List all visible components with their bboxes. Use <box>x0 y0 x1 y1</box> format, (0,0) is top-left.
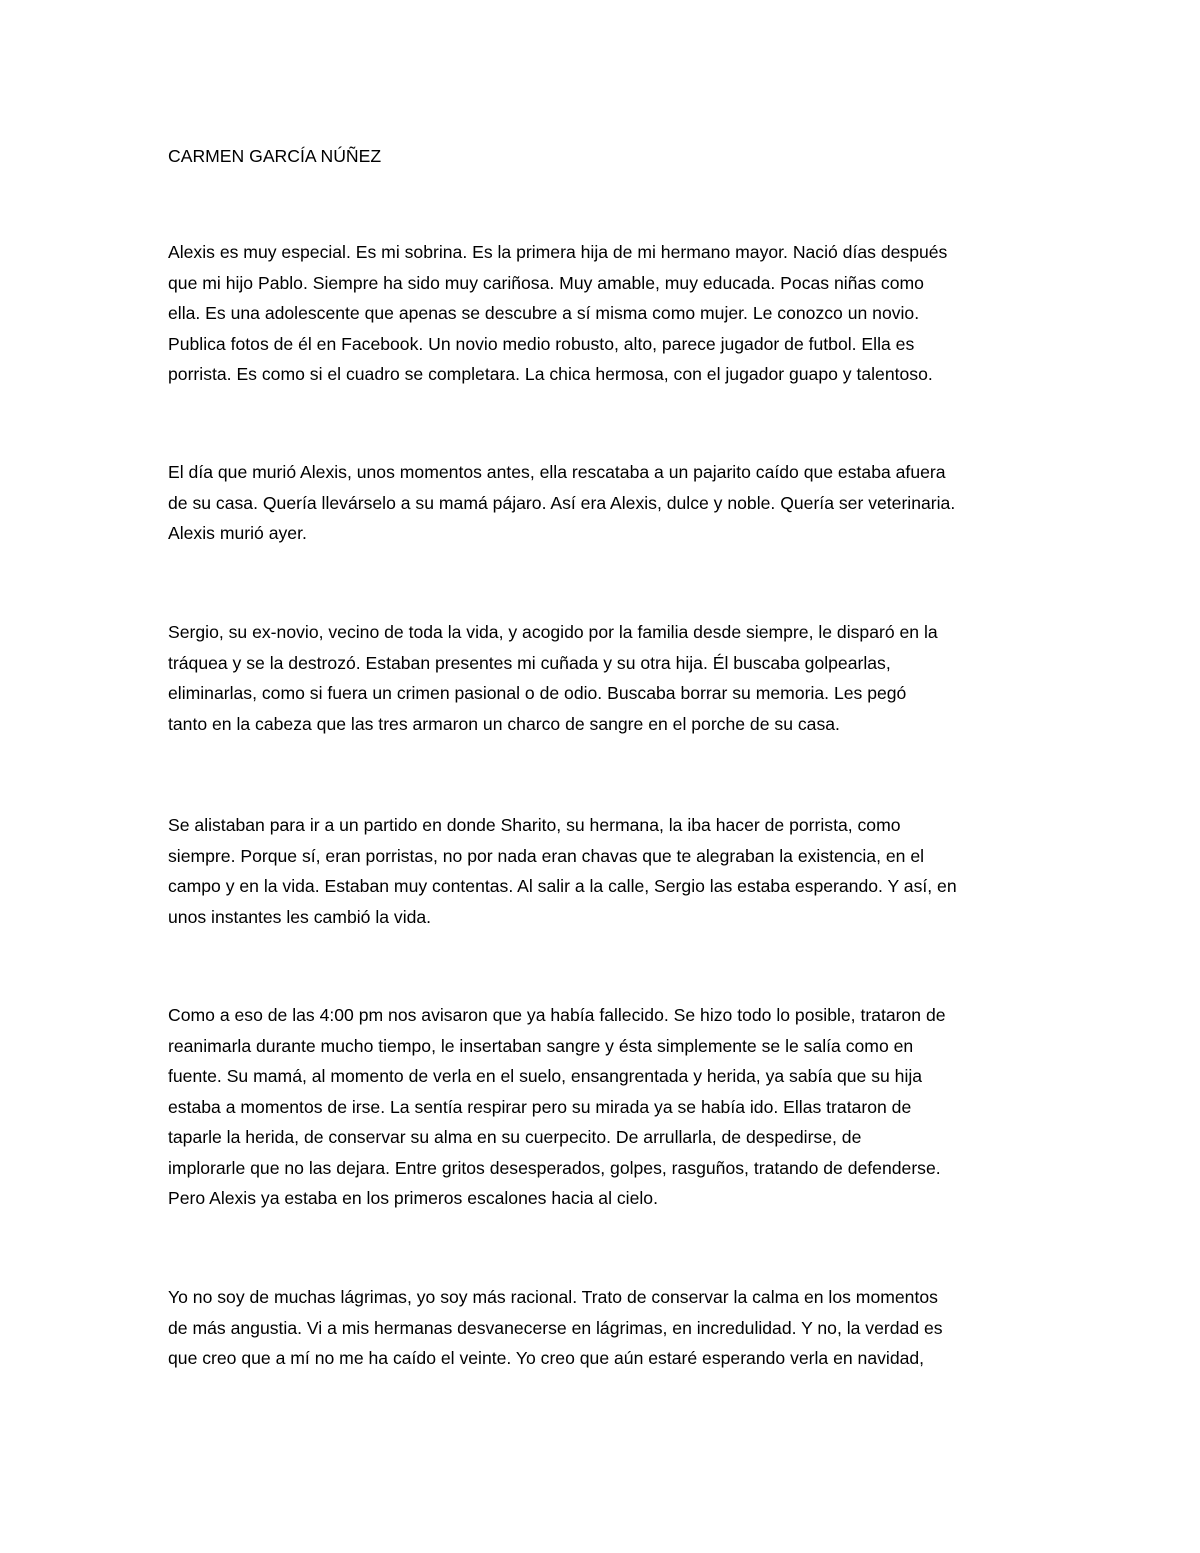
text-line: que creo que a mí no me ha caído el veinte. Yo creo que aún estaré esperando verla en navidad, <box>168 1348 925 1368</box>
text-line: fuente. Su mamá, al momento de verla en el suelo, ensangrentada y herida, ya sabía que su hija <box>168 1066 923 1086</box>
text-line: Se alistaban para ir a un partido en donde Sharito, su hermana, la iba hacer de porrista, como <box>168 815 901 835</box>
text-line: siempre. Porque sí, eran porristas, no por nada eran chavas que te alegraban la existencia, en el <box>168 845 925 866</box>
text-line: El día que murió Alexis, unos momentos antes, ella rescataba a un pajarito caído que estaba afuera <box>168 462 946 482</box>
text-line: taparle la herida, de conservar su alma en su cuerpecito. De arrullarla, de despedirse, de <box>168 1127 862 1147</box>
text-line: de su casa. Quería llevárselo a su mamá pájaro. Así era Alexis, dulce y noble. Quería ser veterinaria. <box>168 492 956 513</box>
paragraph-6 <box>168 1282 943 1374</box>
text-line: Alexis murió ayer. <box>168 523 307 543</box>
author-name: CARMEN GARCÍA NÚÑEZ <box>168 146 382 166</box>
text-line: campo y en la vida. Estaban muy contentas. Al salir a la calle, Sergio las estaba esperando. Y así, en <box>168 876 957 896</box>
text-line: Pero Alexis ya estaba en los primeros escalones hacia al cielo. <box>168 1188 658 1208</box>
text-line: que mi hijo Pablo. Siempre ha sido muy cariñosa. Muy amable, muy educada. Pocas niñas como <box>168 272 924 293</box>
paragraph-2 <box>168 457 955 549</box>
paragraph-5 <box>168 1000 946 1214</box>
paragraph-3 <box>168 617 938 739</box>
text-line: tráquea y se la destrozó. Estaban presentes mi cuñada y su otra hija. Él buscaba golpearlas, <box>168 652 891 673</box>
text-line: Yo no soy de muchas lágrimas, yo soy más racional. Trato de conservar la calma en los momentos <box>168 1287 938 1307</box>
text-line: implorarle que no las dejara. Entre gritos desesperados, golpes, rasguños, tratando de defenderse. <box>168 1157 941 1178</box>
text-line: tanto en la cabeza que las tres armaron un charco de sangre en el porche de su casa. <box>168 713 840 734</box>
text-line: eliminarlas, como si fuera un crimen pasional o de odio. Buscaba borrar su memoria. Les pegó <box>168 683 907 703</box>
text-line: unos instantes les cambió la vida. <box>168 906 432 927</box>
text-line: estaba a momentos de irse. La sentía respirar pero su mirada ya se había ido. Ellas trataron de <box>168 1096 912 1117</box>
text-line: de más angustia. Vi a mis hermanas desvanecerse en lágrimas, en incredulidad. Y no, la verdad es <box>168 1317 943 1338</box>
text-line: Sergio, su ex-novio, vecino de toda la vida, y acogido por la familia desde siempre, le disparó en la <box>168 622 938 642</box>
text-line: Como a eso de las 4:00 pm nos avisaron que ya había fallecido. Se hizo todo lo posible, trataron de <box>168 1005 946 1025</box>
text-line: ella. Es una adolescente que apenas se descubre a sí misma como mujer. Le conozco un novio. <box>168 303 920 323</box>
paragraph-1 <box>168 237 947 390</box>
paragraph-4 <box>168 810 957 932</box>
text-line: porrista. Es como si el cuadro se completara. La chica hermosa, con el jugador guapo y talentoso. <box>168 364 933 384</box>
text-line: Publica fotos de él en Facebook. Un novio medio robusto, alto, parece jugador de futbol. Ella es <box>168 333 915 354</box>
text-line: Alexis es muy especial. Es mi sobrina. Es la primera hija de mi hermano mayor. Nació días después <box>168 242 948 262</box>
text-line: reanimarla durante mucho tiempo, le insertaban sangre y ésta simplemente se le salía como en <box>168 1035 914 1056</box>
